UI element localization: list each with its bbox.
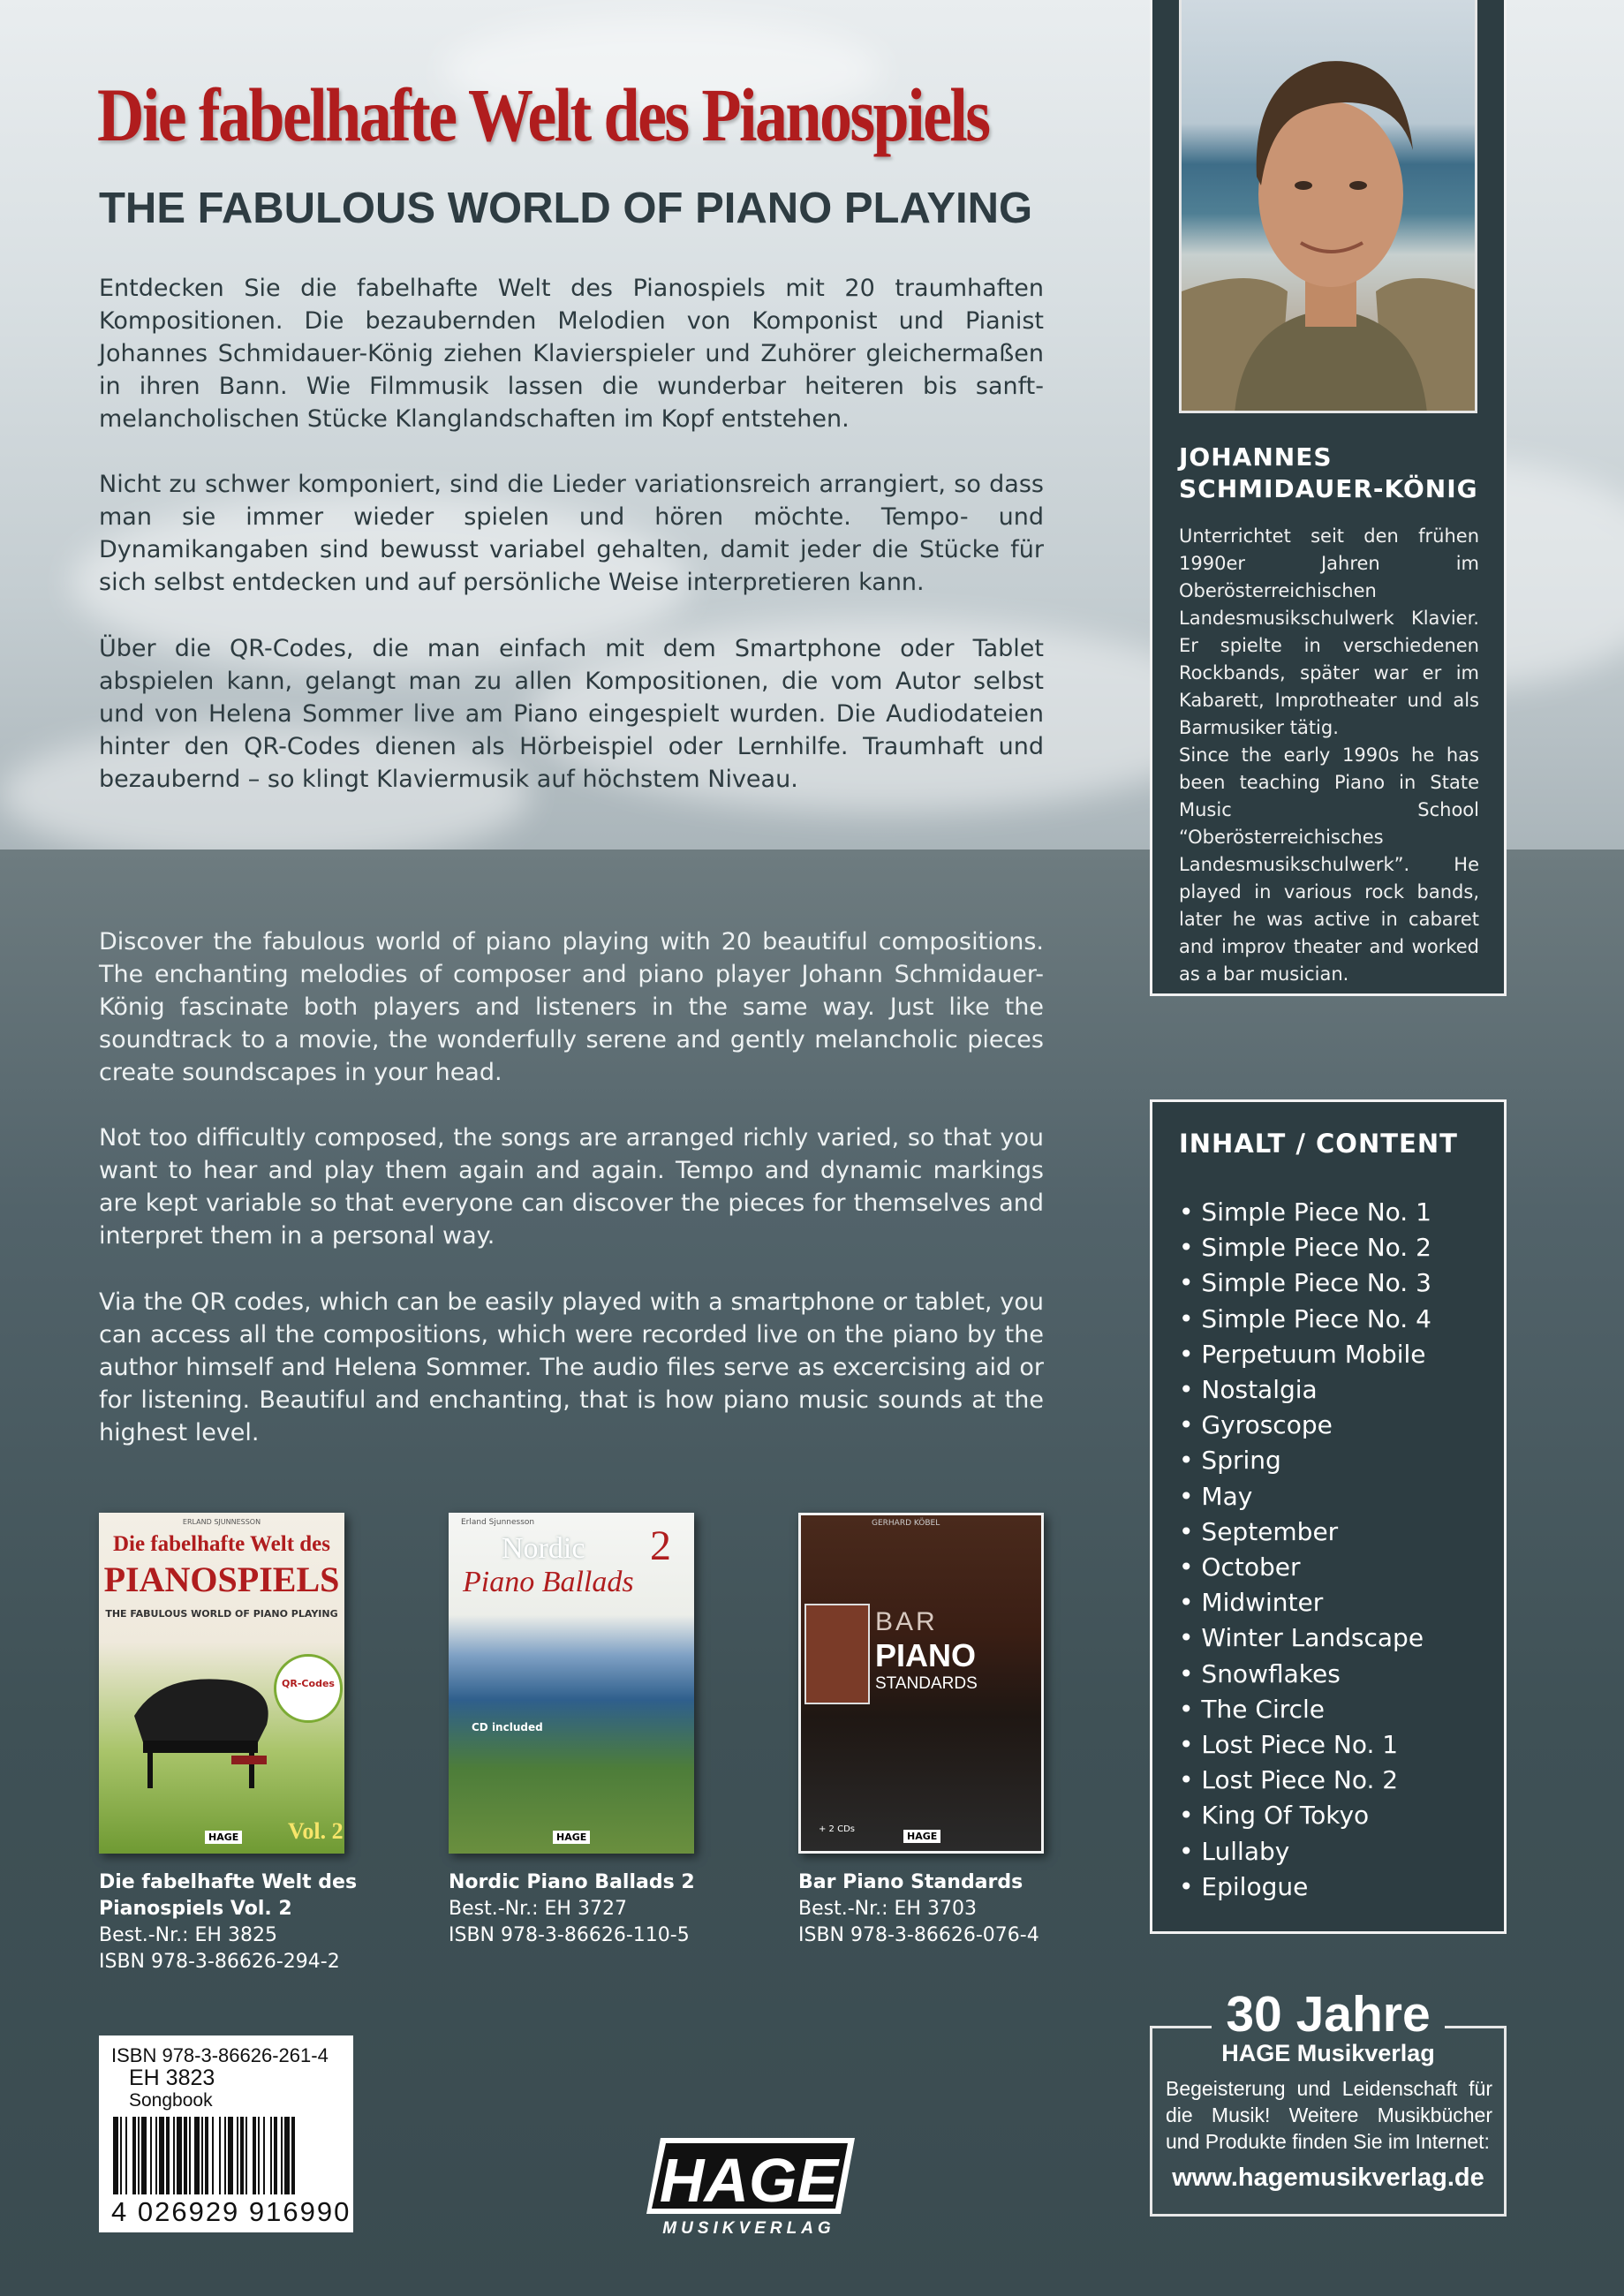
anniversary-heading: 30 Jahre: [1226, 1986, 1431, 2043]
cover-publisher: HAGE: [205, 1831, 242, 1844]
cover-title-line-2: PIANO: [875, 1637, 977, 1673]
english-paragraph-3: Via the QR codes, which can be easily played with a smartphone or tablet, you can access all the compositions, which were recorded live on the piano by the author himself and Helena Sommer. The audio files serve as excercising aid or for listening. Beautiful and enchanting, that is how piano music sounds at the highest level.: [99, 1288, 1044, 1446]
cover-inset-photo: [804, 1604, 870, 1704]
grand-piano-illustration: [125, 1663, 284, 1795]
list-item: • Epilogue: [1179, 1871, 1309, 1901]
barcode-bars: [111, 2117, 341, 2194]
cover-cd-note: CD included: [472, 1721, 543, 1733]
barcode-bar: [212, 2117, 214, 2194]
list-item: • Midwinter: [1179, 1588, 1324, 1618]
barcode-number: 4 026929 916990: [111, 2196, 351, 2227]
anniversary-subheading: HAGE Musikverlag: [1221, 2040, 1435, 2066]
barcode-bar: [125, 2117, 127, 2194]
barcode-bar: [177, 2117, 182, 2194]
barcode-bar: [270, 2117, 272, 2194]
cover-author: Erland Sjunnesson: [461, 1518, 535, 1527]
book-isbn: ISBN 978-3-86626-076-4: [798, 1924, 1039, 1946]
barcode-bar: [281, 2117, 283, 2194]
anniversary-text: Begeisterung und Leidenschaft für die Musik! Weitere Musikbücher und Produkte finden Sie im Internet:: [1166, 2077, 1492, 2153]
book-isbn: ISBN 978-3-86626-294-2: [99, 1951, 340, 1973]
contents-list: [1179, 1195, 1431, 1905]
book-caption-3: [798, 1869, 1063, 1949]
author-photo: [1179, 0, 1477, 413]
barcode-bar: [141, 2117, 147, 2194]
german-paragraph-3: Über die QR-Codes, die man einfach mit dem Smartphone oder Tablet abspielen kann, gelangt man zu allen Kompositionen, die vom Autor selbst und von Helena Sommer live am Piano eingespielt wurden. Die Audiodateien hinter den QR-Codes dienen als Hörbeispiel oder Lernhilfe. Traumhaft und bezaubernd – so klingt Klaviermusik auf höchstem Niveau.: [99, 635, 1044, 793]
list-item: • Lost Piece No. 2: [1179, 1765, 1399, 1795]
barcode-bar: [219, 2117, 221, 2194]
list-item: • September: [1179, 1516, 1339, 1546]
barcode-bar: [263, 2117, 265, 2194]
barcode-bar: [205, 2117, 208, 2194]
barcode-bar: [150, 2117, 152, 2194]
barcode-bar: [113, 2117, 118, 2194]
book-order-number: Best.-Nr.: EH 3825: [99, 1924, 277, 1946]
qr-badge: QR-Codes: [274, 1654, 343, 1723]
english-paragraph-2: Not too difficultly composed, the songs are arranged richly varied, so that you want to hear and play them again and again. Tempo and dynamic markings are kept variable so that everyone can discover the pieces for themselves and interpret them in a personal way.: [99, 1124, 1044, 1250]
barcode-bar: [258, 2117, 260, 2194]
english-paragraph-1: Discover the fabulous world of piano playing with 20 beautiful compositions. The enchanting melodies of composer and piano player Johann Schmidauer-König fascinate both players and listeners in the same way. Just like the soundtrack to a movie, the wonderfully serene and gently melancholic pieces create soundscapes in your head.: [99, 928, 1044, 1086]
cover-title-line-2: Piano Ballads: [463, 1566, 634, 1598]
barcode-bar: [189, 2117, 191, 2194]
contents-title: INHALT / CONTENT: [1179, 1129, 1458, 1159]
barcode-bar: [274, 2117, 277, 2194]
cover-title-line-1: BAR: [875, 1607, 938, 1636]
book-isbn: ISBN 978-3-86626-110-5: [449, 1924, 690, 1946]
list-item: • Gyroscope: [1179, 1410, 1333, 1440]
barcode-order-number: EH 3823: [129, 2066, 215, 2090]
barcode-bar: [184, 2117, 187, 2194]
list-item: • Winter Landscape: [1179, 1623, 1424, 1653]
barcode-bar: [194, 2117, 200, 2194]
german-paragraph-1: Entdecken Sie die fabelhafte Welt des Pianospiels mit 20 traumhaften Kompositionen. Die bezaubernden Melodien von Komponist und Pianist Johannes Schmidauer-König ziehen Klavierspieler und Zuhörer gleichermaßen in ihren Bann. Wie Filmmusik lassen die wunderbar heiteren bis sanft-melancholischen Stücke Klanglandschaften im Kopf entstehen.: [99, 275, 1044, 433]
anniversary-box: [1150, 1987, 1507, 2217]
contents-panel: [1150, 1099, 1507, 1934]
book-cover-bar-piano-standards[interactable]: [798, 1513, 1044, 1854]
title-german: Die fabelhafte Welt des Pianospiels: [97, 72, 989, 157]
barcode-bar: [201, 2117, 203, 2194]
hage-logo: [643, 2131, 860, 2237]
barcode-bar: [237, 2117, 238, 2194]
german-paragraph-2: Nicht zu schwer komponiert, sind die Lieder variationsreich arrangiert, so dass man sie immer wieder spielen und hören möchte. Tempo- und Dynamikangaben sind bewusst variabel gehalten, damit jeder die Stücke für sich selbst entdecken und auf persönliche Weise interpretieren kann.: [99, 471, 1044, 596]
cover-title-line-3: STANDARDS: [875, 1674, 978, 1693]
cover-volume: Vol. 2: [288, 1818, 344, 1844]
list-item: • Nostalgia: [1179, 1375, 1318, 1405]
barcode-bar: [155, 2117, 157, 2194]
barcode-bar: [120, 2117, 122, 2194]
cover-title-line-2: PIANOSPIELS: [103, 1560, 340, 1599]
cover-author: GERHARD KÖBEL: [872, 1519, 940, 1528]
barcode-bar: [132, 2117, 136, 2194]
list-item: • Lost Piece No. 1: [1179, 1730, 1399, 1760]
list-item: • King Of Tokyo: [1179, 1801, 1370, 1831]
book-caption-2: [449, 1869, 714, 1949]
logo-subtitle: MUSIKVERLAG: [662, 2219, 835, 2237]
list-item: • Perpetuum Mobile: [1179, 1339, 1426, 1369]
barcode-label: [99, 2035, 353, 2232]
barcode-isbn: ISBN 978-3-86626-261-4: [111, 2044, 329, 2066]
barcode-bar: [284, 2117, 290, 2194]
book-title: Die fabelhafte Welt des Pianospiels Vol. 2: [99, 1871, 358, 1920]
book-title: Bar Piano Standards: [798, 1871, 1023, 1893]
list-item: • May: [1179, 1481, 1253, 1511]
cover-title-line-1: Die fabelhafte Welt des: [112, 1532, 331, 1556]
book-order-number: Best.-Nr.: EH 3727: [449, 1898, 627, 1920]
barcode-bar: [291, 2117, 295, 2194]
list-item: • The Circle: [1179, 1694, 1326, 1724]
list-item: • Simple Piece No. 4: [1179, 1303, 1431, 1333]
website-link[interactable]: www.hagemusikverlag.de: [1172, 2164, 1484, 2192]
barcode-bar: [228, 2117, 233, 2194]
book-cover-fabelhafte-welt[interactable]: [99, 1513, 344, 1854]
barcode-bar: [173, 2117, 175, 2194]
author-panel: [1150, 0, 1507, 996]
logo-wordmark: HAGE: [659, 2146, 839, 2215]
title-english: THE FABULOUS WORLD OF PIANO PLAYING: [99, 185, 1033, 232]
barcode-bar: [166, 2117, 170, 2194]
list-item: • Simple Piece No. 3: [1179, 1268, 1431, 1298]
cover-author: ERLAND SJUNNESSON: [182, 1518, 261, 1526]
author-bio-german: Unterrichtet seit den frühen 1990er Jahren im Oberösterreichischen Landesmusikschulwerk Klavier. Er spielte in verschiedenen Rockbands, später war er im Kabarett, Improtheater und als Barmusiker tätig.: [1179, 525, 1479, 738]
book-caption-1: [99, 1869, 364, 1975]
book-title: Nordic Piano Ballads 2: [449, 1871, 695, 1893]
book-cover-nordic-piano-ballads[interactable]: [449, 1513, 694, 1854]
barcode-bar: [240, 2117, 244, 2194]
cover-number: 2: [650, 1522, 671, 1569]
barcode-bar: [138, 2117, 140, 2194]
barcode-type: Songbook: [129, 2090, 213, 2111]
book-order-number: Best.-Nr.: EH 3703: [798, 1898, 977, 1920]
barcode-bar: [159, 2117, 164, 2194]
cover-publisher: HAGE: [553, 1831, 590, 1844]
cover-publisher: HAGE: [903, 1830, 940, 1843]
list-item: • Spring: [1179, 1446, 1281, 1476]
cover-cds-note: + 2 CDs: [819, 1824, 855, 1834]
list-item: • October: [1179, 1552, 1301, 1582]
barcode-bar: [224, 2117, 226, 2194]
cover-title-line-1: Nordic: [502, 1532, 585, 1565]
author-name: JOHANNES SCHMIDAUER-KÖNIG: [1179, 442, 1478, 503]
cover-subtitle: THE FABULOUS WORLD OF PIANO PLAYING: [105, 1608, 338, 1620]
list-item: • Lullaby: [1179, 1836, 1290, 1866]
author-bio-english: Since the early 1990s he has been teaching Piano in State Music School “Oberösterreichisches Landesmusikschulwerk”. He played in various rock bands, later he was active in cabaret and improv theater and worked as a bar musician.: [1179, 744, 1479, 985]
barcode-bar: [245, 2117, 247, 2194]
list-item: • Snowflakes: [1179, 1658, 1341, 1688]
barcode-bar: [253, 2117, 256, 2194]
list-item: • Simple Piece No. 1: [1179, 1197, 1431, 1227]
list-item: • Simple Piece No. 2: [1179, 1233, 1431, 1263]
